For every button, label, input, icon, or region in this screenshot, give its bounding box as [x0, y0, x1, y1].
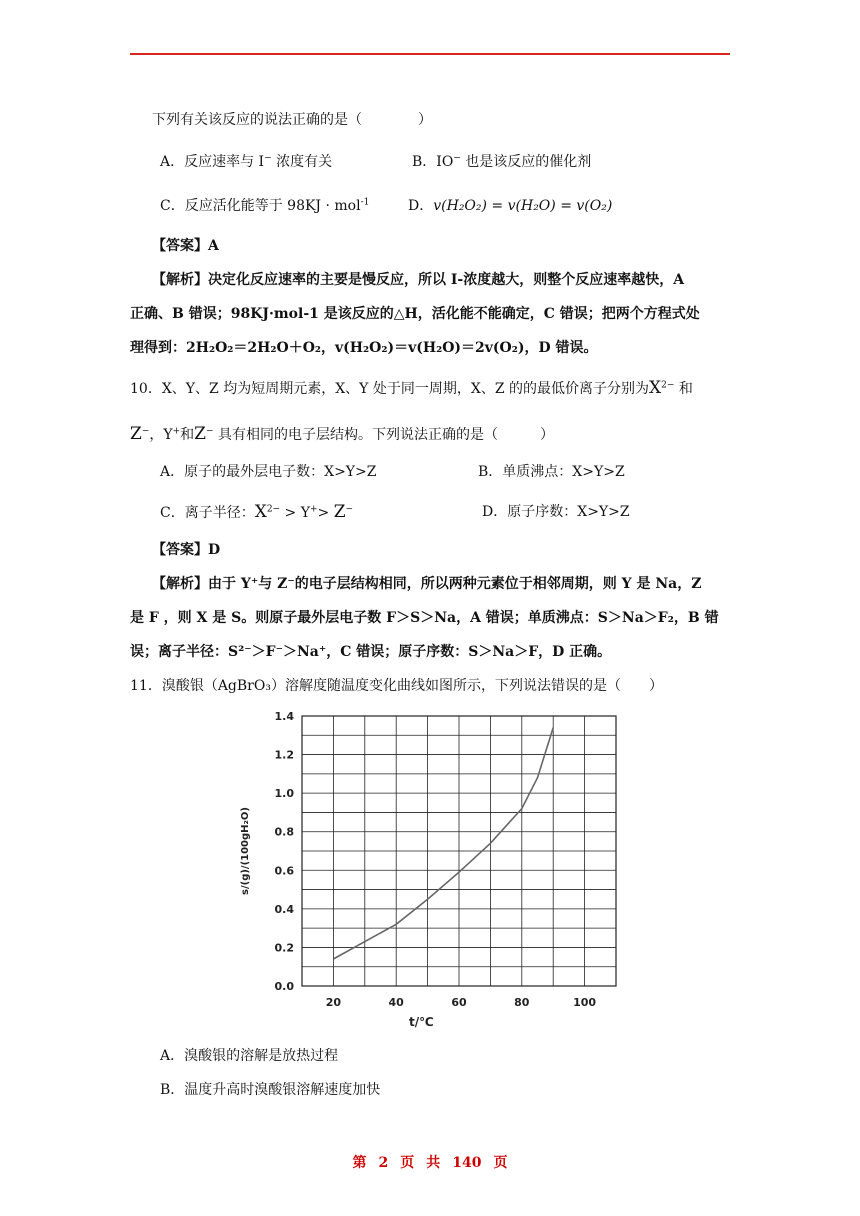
- q9-analysis-line-2: 正确、B 错误；98KJ·mol-1 是该反应的△H，活化能不能确定，C 错误；把两个方程式处: [130, 306, 700, 322]
- solubility-chart: [230, 708, 630, 1032]
- y-tick-label: 0.8: [274, 825, 294, 839]
- q9-option-a: A．反应速率与 I− 浓度有关: [160, 153, 333, 170]
- total-pages: 140: [452, 1155, 482, 1171]
- x-tick-label: 100: [573, 996, 597, 1009]
- q11-stem: 11．溴酸银（AgBrO₃）溶解度随温度变化曲线如图所示，下列说法错误的是（ ）: [130, 678, 663, 694]
- y-tick-label: 1.2: [274, 748, 294, 762]
- chart-grid: [302, 716, 616, 986]
- q10-answer: 【答案】D: [152, 542, 221, 558]
- q10-stem-line-2: Z−，Y+和Z− 具有相同的电子层结构。下列说法正确的是（ ）: [130, 424, 554, 444]
- q9-analysis-line-3: 理得到：2H₂O₂＝2H₂O＋O₂，v(H₂O₂)＝v(H₂O)＝2v(O₂)，D 错误。: [130, 340, 598, 356]
- y-tick-label: 0.6: [274, 864, 294, 878]
- q10-option-c: C．离子半径：$X^{2-} > Y^+> Z^-$: [160, 502, 354, 522]
- y-tick-label: 0.4: [274, 902, 294, 916]
- chart-y-label: s/(g)/(100gH₂O): [240, 807, 251, 895]
- q9-stem: 下列有关该反应的说法正确的是（ ）: [152, 112, 432, 128]
- q9-analysis-line-1: 【解析】决定化反应速率的主要是慢反应，所以 I-浓度越大，则整个反应速率越快，A: [152, 272, 685, 288]
- q10-analysis-line-2: 是 F ，则 X 是 S。则原子最外层电子数 F＞S＞Na，A 错误；单质沸点：S＞Na＞F₂，B 错: [130, 610, 719, 626]
- x-tick-label: 20: [325, 996, 342, 1009]
- q10-stem-line-1: 10．X、Y、Z 均为短周期元素，X、Y 处于同一周期，X、Z 的的最低价离子分别为$X^{2-}$ 和: [130, 378, 693, 398]
- x-tick-label: 40: [388, 996, 404, 1009]
- q10-option-a: A．原子的最外层电子数：X>Y>Z: [160, 464, 377, 480]
- chart-x-ticks: [326, 996, 597, 1009]
- q10-option-b: B．单质沸点：X>Y>Z: [478, 464, 625, 480]
- x-tick-label: 60: [451, 996, 467, 1009]
- q10-analysis-line-3: 误；离子半径：S²⁻＞F⁻＞Na⁺，C 错误；原子序数：S＞Na＞F，D 正确。: [130, 644, 612, 660]
- chart-x-label: t/℃: [408, 1015, 434, 1029]
- q9-option-c: C．反应活化能等于 98KJ · mol$^{-1}$: [160, 197, 370, 214]
- y-tick-label: 1.0: [274, 787, 294, 801]
- chart-y-ticks: [275, 710, 295, 993]
- chart-series-line: [333, 728, 553, 959]
- x-tick-label: 80: [514, 996, 530, 1009]
- y-tick-label: 1.4: [274, 710, 294, 723]
- page-footer: 第 2 页 共 140 页: [352, 1155, 508, 1171]
- y-tick-label: 0.0: [274, 980, 294, 993]
- q11-option-b: B．温度升高时溴酸银溶解速度加快: [160, 1082, 381, 1098]
- current-page: 2: [378, 1155, 389, 1171]
- y-tick-label: 0.2: [274, 941, 294, 955]
- q11-option-a: A．溴酸银的溶解是放热过程: [160, 1048, 339, 1064]
- q9-option-b: B．IO− 也是该反应的催化剂: [412, 153, 592, 170]
- header-rule: [130, 53, 730, 55]
- q10-analysis-line-1: 【解析】由于 Y⁺与 Z⁻的电子层结构相同，所以两种元素位于相邻周期，则 Y 是 Na，Z: [152, 576, 702, 592]
- q9-option-d: D．v(H₂O₂) = v(H₂O) = v(O₂): [408, 198, 613, 214]
- q10-option-d: D．原子序数：X>Y>Z: [482, 504, 630, 520]
- q9-answer: 【答案】A: [152, 238, 219, 254]
